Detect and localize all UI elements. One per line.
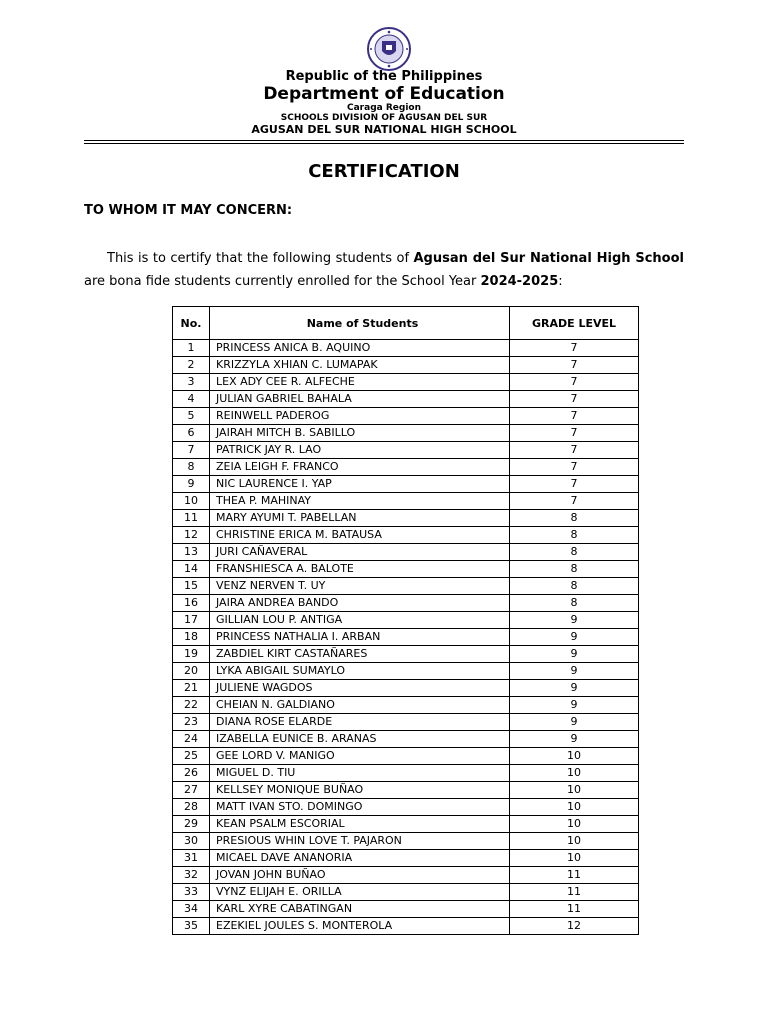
table-row: [173, 918, 639, 935]
row-number: 4: [173, 391, 210, 408]
table-row: [173, 544, 639, 561]
salutation: TO WHOM IT MAY CONCERN:: [84, 203, 293, 218]
student-name: KRIZZYLA XHIAN C. LUMAPAK: [210, 357, 510, 374]
student-name: REINWELL PADEROG: [210, 408, 510, 425]
student-name: DIANA ROSE ELARDE: [210, 714, 510, 731]
grade-level: 9: [510, 663, 639, 680]
table-row: [173, 459, 639, 476]
row-number: 30: [173, 833, 210, 850]
table-row: [173, 782, 639, 799]
school-year: 2024-2025: [480, 274, 559, 289]
grade-level: 7: [510, 408, 639, 425]
grade-level: 7: [510, 374, 639, 391]
grade-level: 8: [510, 578, 639, 595]
student-name: THEA P. MAHINAY: [210, 493, 510, 510]
table-row: [173, 476, 639, 493]
grade-level: 9: [510, 697, 639, 714]
table-header-row: [173, 307, 639, 340]
table-row: [173, 425, 639, 442]
grade-level: 7: [510, 357, 639, 374]
row-number: 35: [173, 918, 210, 935]
grade-level: 10: [510, 782, 639, 799]
row-number: 25: [173, 748, 210, 765]
grade-level: 8: [510, 595, 639, 612]
table-row: [173, 663, 639, 680]
student-name: JOVAN JOHN BUÑAO: [210, 867, 510, 884]
grade-level: 11: [510, 901, 639, 918]
header-region: Caraga Region: [347, 103, 421, 113]
table-row: [173, 612, 639, 629]
student-name: MICAEL DAVE ANANORIA: [210, 850, 510, 867]
table-row: [173, 646, 639, 663]
row-number: 2: [173, 357, 210, 374]
row-number: 3: [173, 374, 210, 391]
row-number: 11: [173, 510, 210, 527]
row-number: 10: [173, 493, 210, 510]
body-text-1: This is to certify that the following students of: [107, 251, 414, 266]
table-row: [173, 510, 639, 527]
row-number: 33: [173, 884, 210, 901]
grade-level: 9: [510, 629, 639, 646]
student-name: MIGUEL D. TIU: [210, 765, 510, 782]
table-row: [173, 408, 639, 425]
grade-level: 9: [510, 680, 639, 697]
grade-level: 10: [510, 833, 639, 850]
grade-level: 9: [510, 714, 639, 731]
student-name: PRINCESS NATHALIA I. ARBAN: [210, 629, 510, 646]
student-name: IZABELLA EUNICE B. ARANAS: [210, 731, 510, 748]
student-name: MARY AYUMI T. PABELLAN: [210, 510, 510, 527]
student-name: ZABDIEL KIRT CASTAÑARES: [210, 646, 510, 663]
student-name: GILLIAN LOU P. ANTIGA: [210, 612, 510, 629]
table-row: [173, 714, 639, 731]
row-number: 22: [173, 697, 210, 714]
table-row: [173, 884, 639, 901]
table-row: [173, 629, 639, 646]
grade-level: 10: [510, 816, 639, 833]
table-row: [173, 595, 639, 612]
student-name: JULIENE WAGDOS: [210, 680, 510, 697]
grade-level: 9: [510, 646, 639, 663]
row-number: 5: [173, 408, 210, 425]
table-row: [173, 493, 639, 510]
student-name: KARL XYRE CABATINGAN: [210, 901, 510, 918]
grade-level: 7: [510, 493, 639, 510]
student-name: GEE LORD V. MANIGO: [210, 748, 510, 765]
row-number: 23: [173, 714, 210, 731]
col-header-grade: GRADE LEVEL: [510, 307, 639, 340]
grade-level: 8: [510, 510, 639, 527]
table-row: [173, 816, 639, 833]
grade-level: 7: [510, 442, 639, 459]
student-name: JAIRA ANDREA BANDO: [210, 595, 510, 612]
body-text-3: :: [558, 274, 563, 289]
grade-level: 12: [510, 918, 639, 935]
table-row: [173, 833, 639, 850]
grade-level: 7: [510, 459, 639, 476]
table-row: [173, 374, 639, 391]
student-name: NIC LAURENCE I. YAP: [210, 476, 510, 493]
student-name: ZEIA LEIGH F. FRANCO: [210, 459, 510, 476]
student-name: LEX ADY CEE R. ALFECHE: [210, 374, 510, 391]
certification-paragraph: [84, 247, 684, 293]
student-name: FRANSHIESCA A. BALOTE: [210, 561, 510, 578]
row-number: 17: [173, 612, 210, 629]
row-number: 24: [173, 731, 210, 748]
table-row: [173, 442, 639, 459]
table-row: [173, 561, 639, 578]
document-title: CERTIFICATION: [308, 161, 460, 182]
table-row: [173, 391, 639, 408]
student-name: PATRICK JAY R. LAO: [210, 442, 510, 459]
grade-level: 7: [510, 476, 639, 493]
table-row: [173, 765, 639, 782]
table-row: [173, 901, 639, 918]
student-name: MATT IVAN STO. DOMINGO: [210, 799, 510, 816]
row-number: 1: [173, 340, 210, 357]
row-number: 32: [173, 867, 210, 884]
grade-level: 7: [510, 340, 639, 357]
table-row: [173, 527, 639, 544]
student-name: JURI CAÑAVERAL: [210, 544, 510, 561]
row-number: 29: [173, 816, 210, 833]
row-number: 28: [173, 799, 210, 816]
table-row: [173, 850, 639, 867]
row-number: 18: [173, 629, 210, 646]
student-name: PRINCESS ANICA B. AQUINO: [210, 340, 510, 357]
school-name: Agusan del Sur National High School: [413, 251, 685, 266]
grade-level: 10: [510, 748, 639, 765]
table-body: [173, 340, 639, 935]
body-text-2: are bona fide students currently enrolled for the School Year: [84, 274, 481, 289]
header-division: SCHOOLS DIVISION OF AGUSAN DEL SUR: [280, 113, 488, 123]
grade-level: 9: [510, 612, 639, 629]
student-roster-table: [172, 306, 639, 935]
student-name: LYKA ABIGAIL SUMAYLO: [210, 663, 510, 680]
row-number: 6: [173, 425, 210, 442]
header-divider-bottom: [84, 143, 684, 144]
table-row: [173, 867, 639, 884]
table-row: [173, 680, 639, 697]
col-header-name: Name of Students: [210, 307, 510, 340]
row-number: 31: [173, 850, 210, 867]
row-number: 19: [173, 646, 210, 663]
table-row: [173, 799, 639, 816]
grade-level: 7: [510, 425, 639, 442]
student-name: VENZ NERVEN T. UY: [210, 578, 510, 595]
header-divider-top: [84, 140, 684, 141]
table-row: [173, 731, 639, 748]
header-department: Department of Education: [263, 84, 505, 104]
row-number: 15: [173, 578, 210, 595]
table-row: [173, 748, 639, 765]
row-number: 7: [173, 442, 210, 459]
table-row: [173, 578, 639, 595]
row-number: 16: [173, 595, 210, 612]
row-number: 8: [173, 459, 210, 476]
student-name: CHRISTINE ERICA M. BATAUSA: [210, 527, 510, 544]
table-row: [173, 697, 639, 714]
row-number: 9: [173, 476, 210, 493]
table-row: [173, 340, 639, 357]
row-number: 13: [173, 544, 210, 561]
grade-level: 11: [510, 884, 639, 901]
student-name: JULIAN GABRIEL BAHALA: [210, 391, 510, 408]
col-header-no: No.: [173, 307, 210, 340]
grade-level: 10: [510, 850, 639, 867]
student-name: EZEKIEL JOULES S. MONTEROLA: [210, 918, 510, 935]
header-republic: Republic of the Philippines: [285, 69, 483, 84]
deped-seal-logo: [364, 27, 414, 71]
grade-level: 10: [510, 765, 639, 782]
row-number: 26: [173, 765, 210, 782]
grade-level: 8: [510, 561, 639, 578]
student-name: PRESIOUS WHIN LOVE T. PAJARON: [210, 833, 510, 850]
grade-level: 8: [510, 544, 639, 561]
grade-level: 10: [510, 799, 639, 816]
row-number: 20: [173, 663, 210, 680]
row-number: 21: [173, 680, 210, 697]
table-row: [173, 357, 639, 374]
header-school: AGUSAN DEL SUR NATIONAL HIGH SCHOOL: [251, 123, 517, 136]
row-number: 12: [173, 527, 210, 544]
student-name: JAIRAH MITCH B. SABILLO: [210, 425, 510, 442]
grade-level: 8: [510, 527, 639, 544]
student-name: KEAN PSALM ESCORIAL: [210, 816, 510, 833]
student-name: CHEIAN N. GALDIANO: [210, 697, 510, 714]
row-number: 27: [173, 782, 210, 799]
grade-level: 9: [510, 731, 639, 748]
row-number: 14: [173, 561, 210, 578]
grade-level: 7: [510, 391, 639, 408]
student-name: KELLSEY MONIQUE BUÑAO: [210, 782, 510, 799]
student-name: VYNZ ELIJAH E. ORILLA: [210, 884, 510, 901]
grade-level: 11: [510, 867, 639, 884]
row-number: 34: [173, 901, 210, 918]
